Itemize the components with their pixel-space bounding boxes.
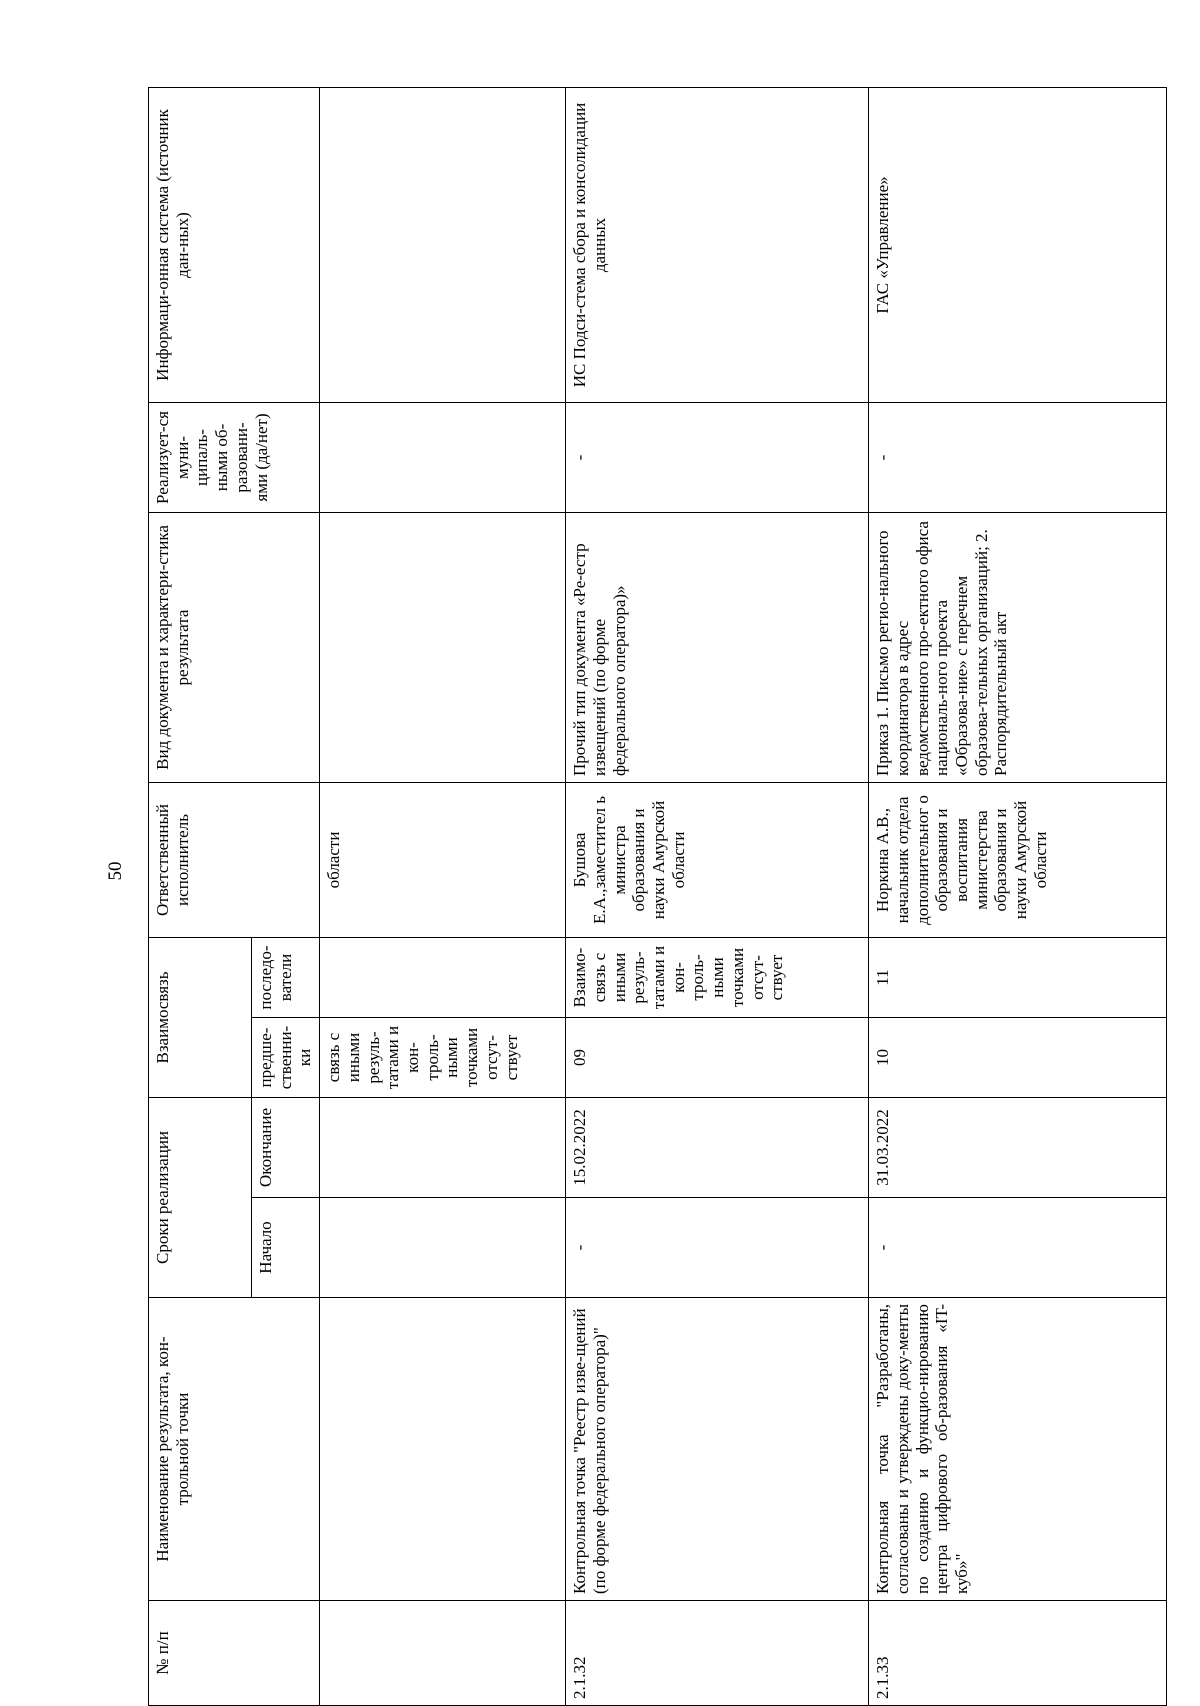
cell-doc-type: Приказ 1. Письмо регио-нального координатора в адрес ведомственного про-ектного офиса националь-ного проекта «Образова-ние» с перечнем образова-тельных организаций; 2. Распорядительный акт bbox=[869, 512, 1167, 782]
cell-next: 11 bbox=[869, 937, 1167, 1017]
cell-prev: связь с иными резуль-татами и кон-троль-ными точками отсут-ствует bbox=[320, 1018, 566, 1098]
cell-info-system: ГАС «Управление» bbox=[869, 87, 1167, 402]
cell-start bbox=[320, 1198, 566, 1298]
implementation-plan-table bbox=[148, 87, 1167, 1706]
cell-num: 2.1.33 bbox=[869, 1601, 1167, 1706]
table-row bbox=[566, 87, 869, 1705]
cell-next bbox=[320, 937, 566, 1017]
page-number: 50 bbox=[105, 861, 126, 881]
header-info-system: Информаци-онная система (источник дан-ных) bbox=[149, 87, 320, 402]
cell-name bbox=[320, 1298, 566, 1601]
cell-name: Контрольная точка "Реестр изве-щений (по форме федерального оператора)" bbox=[566, 1298, 869, 1601]
cell-num: 2.1.32 bbox=[566, 1601, 869, 1706]
header-links-next: последо-ватели bbox=[252, 937, 320, 1017]
cell-next: Взаимо-связь с иными резуль-татами и кон-троль-ными точками отсут-ствует bbox=[566, 937, 869, 1017]
header-terms-start: Начало bbox=[252, 1198, 320, 1298]
cell-municipal: - bbox=[566, 402, 869, 512]
header-responsible: Ответственный исполнитель bbox=[149, 782, 320, 937]
cell-end bbox=[320, 1098, 566, 1198]
cell-start: - bbox=[566, 1198, 869, 1298]
cell-doc-type: Прочий тип документа «Ре-естр извещений (по форме федерального оператора)» bbox=[566, 512, 869, 782]
cell-doc-type bbox=[320, 512, 566, 782]
cell-prev: 09 bbox=[566, 1018, 869, 1098]
table-row bbox=[320, 87, 566, 1705]
header-doc-type: Вид документа и характери-стика результата bbox=[149, 512, 320, 782]
cell-prev: 10 bbox=[869, 1018, 1167, 1098]
cell-num bbox=[320, 1601, 566, 1706]
header-name: Наименование результата, кон-трольной точки bbox=[149, 1298, 320, 1601]
cell-municipal bbox=[320, 402, 566, 512]
cell-responsible: области bbox=[320, 782, 566, 937]
header-links-prev: предше-ственни-ки bbox=[252, 1018, 320, 1098]
header-terms: Сроки реализации bbox=[149, 1098, 252, 1298]
cell-info-system: ИС Подси-стема сбора и консолидации данных bbox=[566, 87, 869, 402]
cell-end: 31.03.2022 bbox=[869, 1098, 1167, 1198]
header-municipal: Реализует-ся муни-ципаль-ными об-разовани-ями (да/нет) bbox=[149, 402, 320, 512]
rotated-table-container bbox=[148, 88, 1165, 1706]
header-terms-end: Окончание bbox=[252, 1098, 320, 1198]
cell-info-system bbox=[320, 87, 566, 402]
cell-responsible: Бушова Е.А.,заместител ь министра образования и науки Амурской области bbox=[566, 782, 869, 937]
cell-end: 15.02.2022 bbox=[566, 1098, 869, 1198]
cell-start: - bbox=[869, 1198, 1167, 1298]
table-row bbox=[869, 87, 1167, 1705]
header-num: № п/п bbox=[149, 1601, 320, 1706]
header-links: Взаимосвязь bbox=[149, 937, 252, 1097]
cell-responsible: Норкина А.В., начальник отдела дополнительног о образования и воспитания министерства образования и науки Амурской области bbox=[869, 782, 1167, 937]
cell-name: Контрольная точка "Разработаны, согласованы и утверждены доку-менты по созданию и функцио-нированию центра цифрового об-разования «IT-куб»" bbox=[869, 1298, 1167, 1601]
header-row-top bbox=[149, 87, 252, 1705]
cell-municipal: - bbox=[869, 402, 1167, 512]
